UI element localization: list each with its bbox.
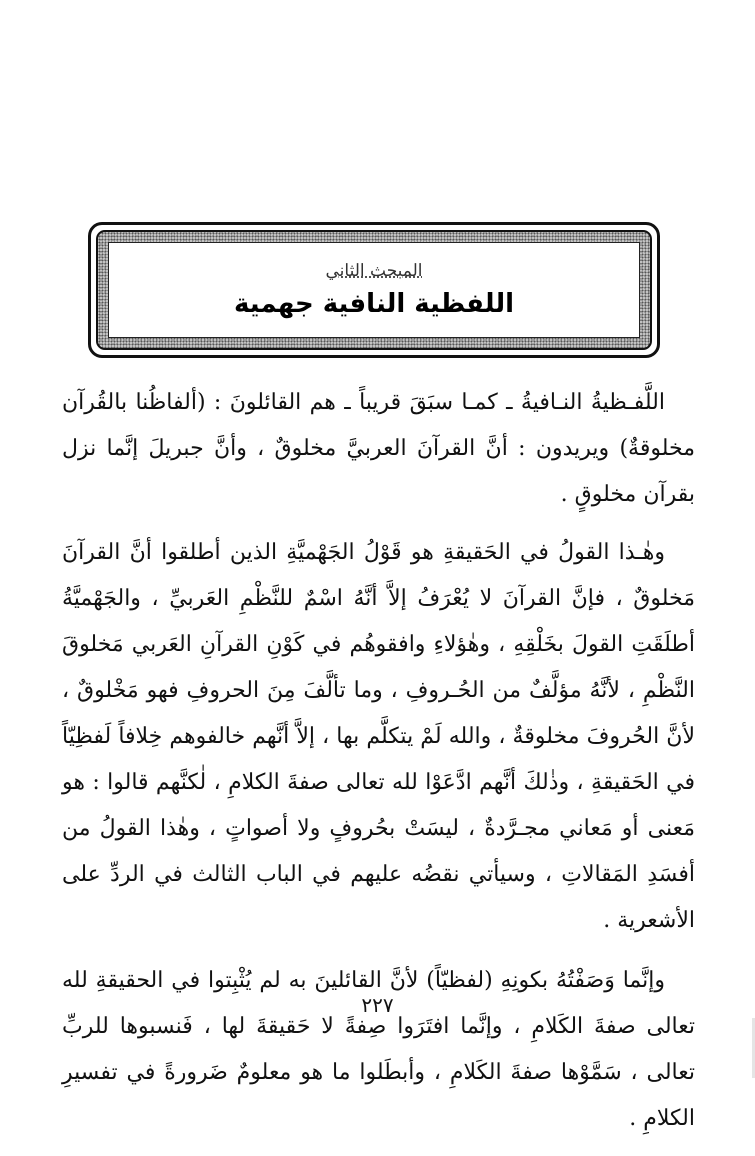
section-label: المبحث الثاني — [325, 261, 423, 281]
body-text — [62, 380, 695, 1156]
section-title: اللفظية النافية جهمية — [234, 289, 514, 319]
heading-box — [108, 242, 640, 338]
paragraph: اللَّفـظيةُ النـافيةُ ـ كمـا سبَقَ قريباً ـ هم القائلونَ : (ألفاظُنا بالقُرآن مخلوقةٌ) ويريدون : أنَّ القرآنَ العربيَّ مخلوقٌ ، وأنَّ جبريلَ إنَّما نزل بقرآن مخلوقٍ . — [62, 390, 695, 507]
paragraph: وهٰـذا القولُ في الحَقيقةِ هو قَوْلُ الجَهْميَّةِ الذين أطلقوا أنَّ القرآنَ مَخلوقٌ ، فإنَّ القرآنَ لا يُعْرَفُ إلاَّ أنَّهُ اسْمٌ للنَّظْمِ العَربيِّ ، والجَهْميَّةُ أطلَقَتِ القولَ بخَلْقِهِ ، وهٰؤلاءِ وافقوهُم في كَوْنِ القرآنِ العَربي مَخلوقَ النَّظْمِ ، لأنَّهُ مؤلَّفٌ من الحُـروفِ ، وما تألَّفَ مِنَ الحروفِ فهو مَخْلوقٌ ، لأنَّ الحُروفَ مخلوقةٌ ، والله لَمْ يتكلَّم بها ، إلاَّ أنَّهم خالفوهم خِلافاً لَفظِيّاً في الحَقيقةِ ، وذٰلكَ أنَّهم ادَّعَوْا لله تعالى صفةَ الكلامِ ، لٰكنَّهم قالوا : هو مَعنى أو مَعاني مجـرَّدةٌ ، ليسَتْ بحُروفٍ ولا أصواتٍ ، وهٰذا القولُ من أفسَدِ المَقالاتِ ، وسيأتي نقضُه عليهم في الباب الثالث في الردِّ على الأشعرية . — [62, 540, 695, 933]
chapter-heading-frame — [88, 222, 660, 358]
frame-ornament-border — [96, 230, 652, 350]
paragraph: وإنَّما وَصَفْتُهُ بكونِهِ (لفظيّاً) لأنَّ القائلينَ به لم يُثْبِتوا في الحقيقةِ لله تعالى صفةَ الكَلامِ ، وإنَّما افتَرَوا صِفةً لا حَقيقةَ لها ، فَنسبوها للربِّ تعالى ، سَمَّوْها صفةَ الكَلامِ ، وأبطَلوا ما هو معلومٌ ضَرورةً في تفسيرِ الكلامِ . — [62, 968, 695, 1131]
page-number: ٢٢٧ — [361, 993, 394, 1017]
